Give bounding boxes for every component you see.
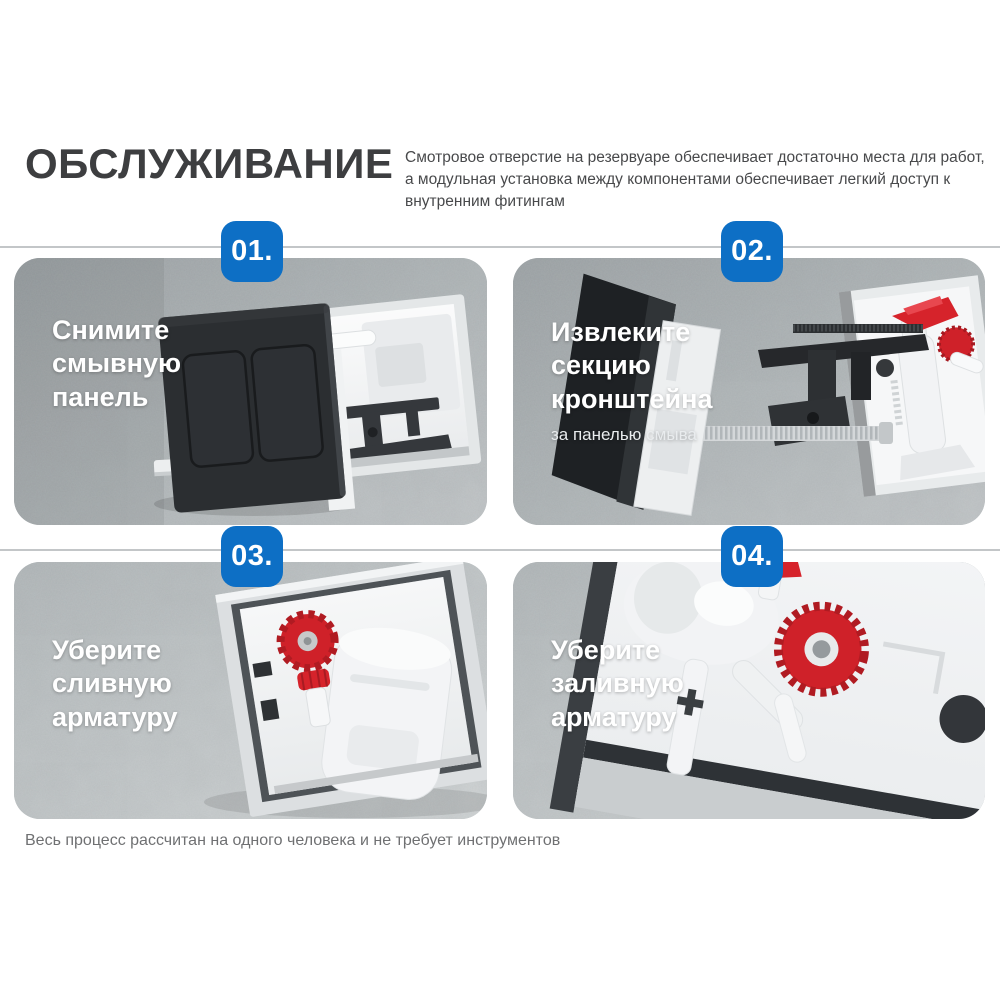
step-title: Уберите заливную арматуру: [551, 635, 684, 732]
step-card-3: [14, 562, 487, 819]
row-divider-bottom: [0, 549, 1000, 551]
intro-text: Смотровое отверстие на резервуаре обеспечивает достаточно места для работ, а модульная установка между компонентами обеспечивает легкий доступ к внутренним фитингам: [405, 149, 985, 210]
step1-caption: [52, 314, 242, 414]
step-card-2: [513, 258, 985, 525]
row-divider-top: [0, 246, 1000, 248]
step2-caption: [551, 316, 741, 445]
step-number-badge-2: 02.: [721, 221, 783, 282]
page-title: ОБСЛУЖИВАНИЕ: [25, 140, 394, 187]
step-title: Уберите сливную арматуру: [52, 635, 178, 732]
step-title: Снимите смывную панель: [52, 315, 182, 412]
footer-note: Весь процесс рассчитан на одного человека и не требует инструментов: [25, 832, 561, 849]
step-number-badge-4: 04.: [721, 526, 783, 587]
step-subtitle: за панелью смыва: [551, 425, 697, 445]
step-title: Извлеките секцию кронштейна: [551, 317, 713, 414]
step4-caption: [551, 634, 741, 734]
step-card-4: [513, 562, 985, 819]
step3-caption: [52, 634, 242, 734]
step-number-badge-3: 03.: [221, 526, 283, 587]
step-card-1: [14, 258, 487, 525]
step-number-badge-1: 01.: [221, 221, 283, 282]
